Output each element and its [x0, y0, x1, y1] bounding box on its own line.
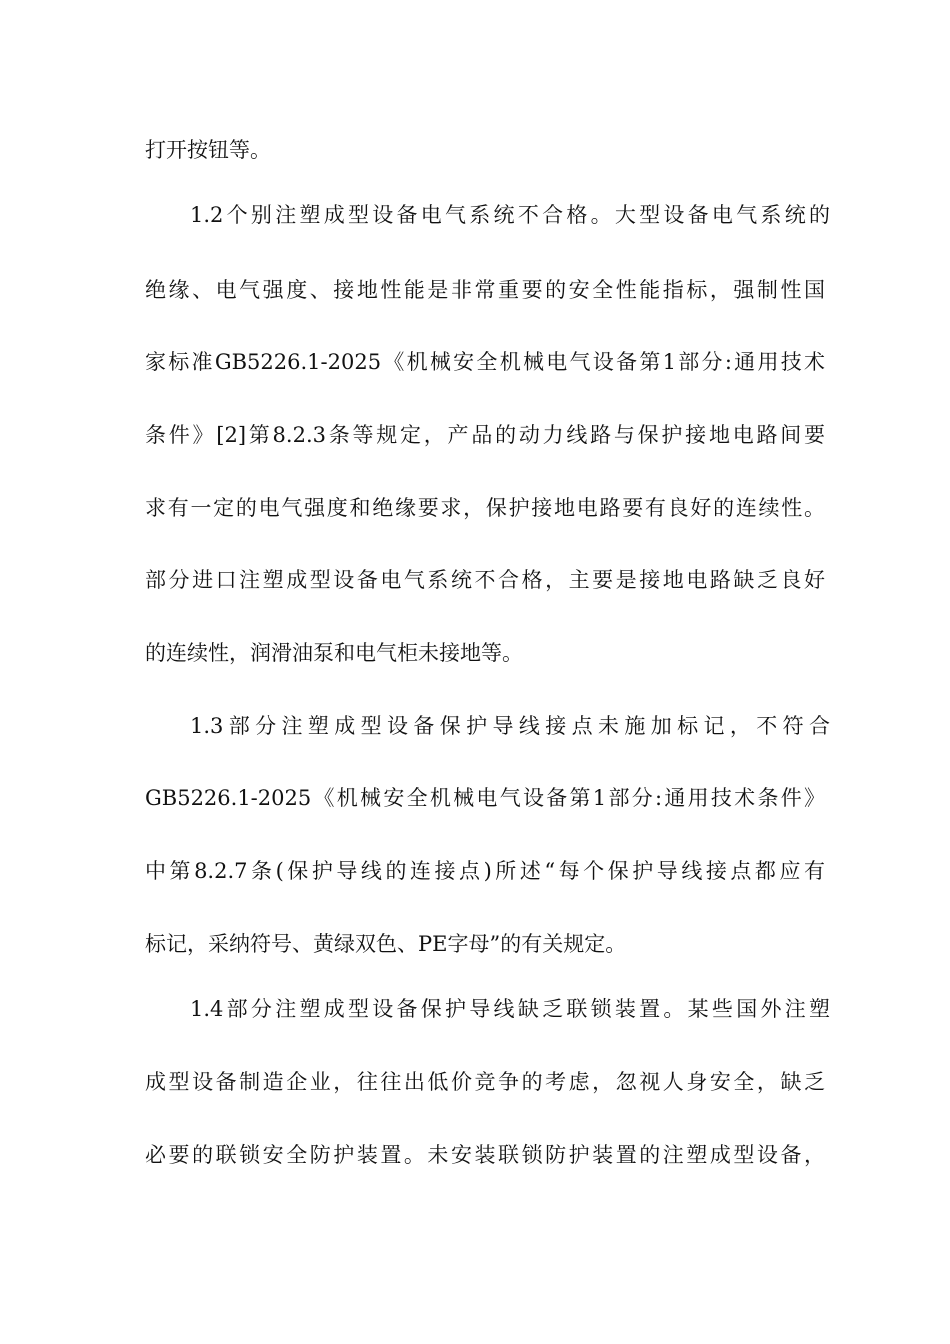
paragraph-1-2-start: 1.2个别注塑成型设备电气系统不合格。大型设备电气系统的 — [190, 203, 830, 227]
text-line: 标记，采纳符号、黄绿双色、PE字母”的有关规定。 — [145, 932, 627, 956]
text-line: 打开按钮等。 — [145, 138, 271, 162]
text-line: 成型设备制造企业，往往出低价竞争的考虑，忽视人身安全，缺乏 — [145, 1070, 825, 1094]
text-line: 中第8.2.7条(保护导线的连接点)所述“每个保护导线接点都应有 — [145, 859, 825, 883]
text-line: 家标准GB5226.1-2025《机械安全机械电气设备第1部分:通用技术 — [145, 350, 825, 374]
paragraph-1-3-start: 1.3部分注塑成型设备保护导线接点未施加标记，不符合 — [190, 714, 830, 738]
text-line: 绝缘、电气强度、接地性能是非常重要的安全性能指标，强制性国 — [145, 278, 825, 302]
text-line: 必要的联锁安全防护装置。未安装联锁防护装置的注塑成型设备， — [145, 1143, 825, 1167]
text-line: 的连续性，润滑油泵和电气柜未接地等。 — [145, 641, 523, 665]
text-line: 部分进口注塑成型设备电气系统不合格，主要是接地电路缺乏良好 — [145, 568, 825, 592]
text-line: GB5226.1-2025《机械安全机械电气设备第1部分:通用技术条件》 — [145, 786, 825, 810]
text-line: 条件》[2]第8.2.3条等规定，产品的动力线路与保护接地电路间要 — [145, 423, 825, 447]
text-line: 求有一定的电气强度和绝缘要求，保护接地电路要有良好的连续性。 — [145, 496, 825, 520]
paragraph-1-4-start: 1.4部分注塑成型设备保护导线缺乏联锁装置。某些国外注塑 — [190, 997, 830, 1021]
